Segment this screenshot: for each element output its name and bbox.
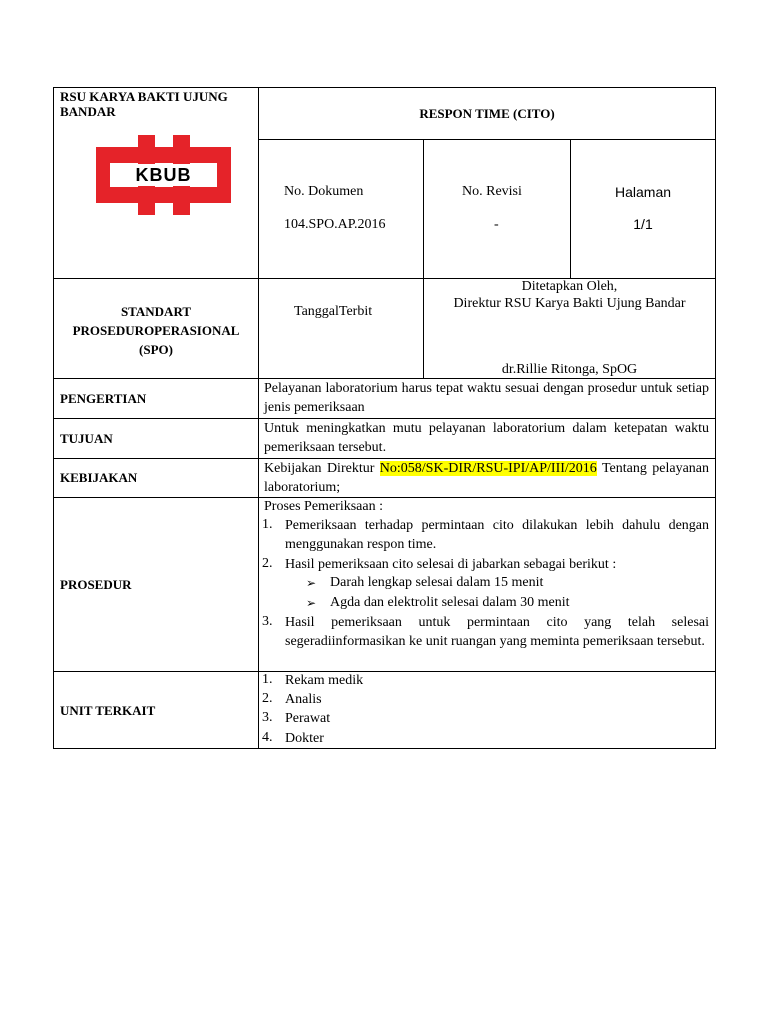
unit-number: 1.	[262, 672, 273, 687]
doc-number-label: No. Dokumen	[284, 184, 364, 199]
kebijakan-text-before: Kebijakan Direktur	[264, 461, 380, 476]
kebijakan-text-after: Tentang pelayanan laboratorium;	[264, 461, 709, 495]
revision-value: -	[494, 217, 499, 232]
set-by-line1: Ditetapkan Oleh,	[521, 279, 618, 294]
prosedur-sub-item: Agda dan elektrolit selesai dalam 30 menit	[330, 595, 570, 610]
spo-title-line1: STANDART	[120, 304, 192, 319]
row-label-pengertian: PENGERTIAN	[60, 391, 147, 406]
doc-number-value: 104.SPO.AP.2016	[284, 217, 386, 232]
arrow-bullet-icon: ➢	[306, 576, 317, 590]
spo-title-line3: (SPO)	[139, 342, 173, 357]
row-text-tujuan: Untuk meningkatkan mutu pelayanan laboratorium dalam ketepatan waktu pemeriksaan tersebut.	[264, 421, 709, 455]
prosedur-step-number: 3.	[262, 614, 273, 629]
kbub-logo	[96, 135, 231, 215]
logo-text: KBUB	[135, 165, 192, 185]
row-label-prosedur: PROSEDUR	[60, 577, 132, 592]
spo-title	[54, 302, 258, 359]
unit-item: Analis	[285, 692, 322, 707]
unit-item: Rekam medik	[285, 673, 364, 688]
row-text-kebijakan	[264, 459, 709, 497]
row-label-unit-terkait: UNIT TERKAIT	[60, 703, 156, 718]
prosedur-step: Hasil pemeriksaan cito selesai di jabarkan sebagai berikut :	[285, 557, 617, 572]
revision-label: No. Revisi	[462, 184, 522, 199]
document-title: RESPON TIME (CITO)	[419, 106, 555, 121]
row-label-kebijakan: KEBIJAKAN	[60, 470, 138, 485]
set-by-line2: Direktur RSU Karya Bakti Ujung Bandar	[453, 296, 686, 311]
prosedur-step: Hasil pemeriksaan untuk permintaan cito yang telah selesai segeradiinformasikan ke unit ruangan yang meminta pemeriksaan tersebut.	[285, 615, 709, 649]
arrow-bullet-icon: ➢	[306, 596, 317, 610]
hospital-name: RSU KARYA BAKTI UJUNG BANDAR	[60, 89, 228, 119]
prosedur-step: Pemeriksaan terhadap permintaan cito dilakukan lebih dahulu dengan menggunakan respon time.	[285, 518, 709, 552]
unit-item: Dokter	[285, 731, 324, 746]
prosedur-step-number: 1.	[262, 517, 273, 532]
page-label: Halaman	[614, 184, 672, 200]
unit-number: 3.	[262, 710, 273, 725]
row-text-pengertian: Pelayanan laboratorium harus tepat waktu sesuai dengan prosedur untuk setiap jenis pemeriksaan	[264, 381, 709, 415]
page-value: 1/1	[633, 216, 653, 232]
date-label: TanggalTerbit	[294, 304, 373, 319]
signatory: dr.Rillie Ritonga, SpOG	[501, 362, 638, 377]
unit-number: 2.	[262, 691, 273, 706]
unit-number: 4.	[262, 730, 273, 745]
prosedur-sub-item: Darah lengkap selesai dalam 15 menit	[330, 575, 544, 590]
row-label-tujuan: TUJUAN	[60, 431, 113, 446]
set-by	[424, 278, 715, 312]
unit-item: Perawat	[285, 711, 331, 726]
kebijakan-decree-number: No:058/SK-DIR/RSU-IPI/AP/III/2016	[379, 461, 597, 476]
spo-title-line2: PROSEDUROPERASIONAL	[72, 323, 240, 338]
prosedur-step-number: 2.	[262, 556, 273, 571]
prosedur-intro: Proses Pemeriksaan :	[264, 499, 383, 514]
